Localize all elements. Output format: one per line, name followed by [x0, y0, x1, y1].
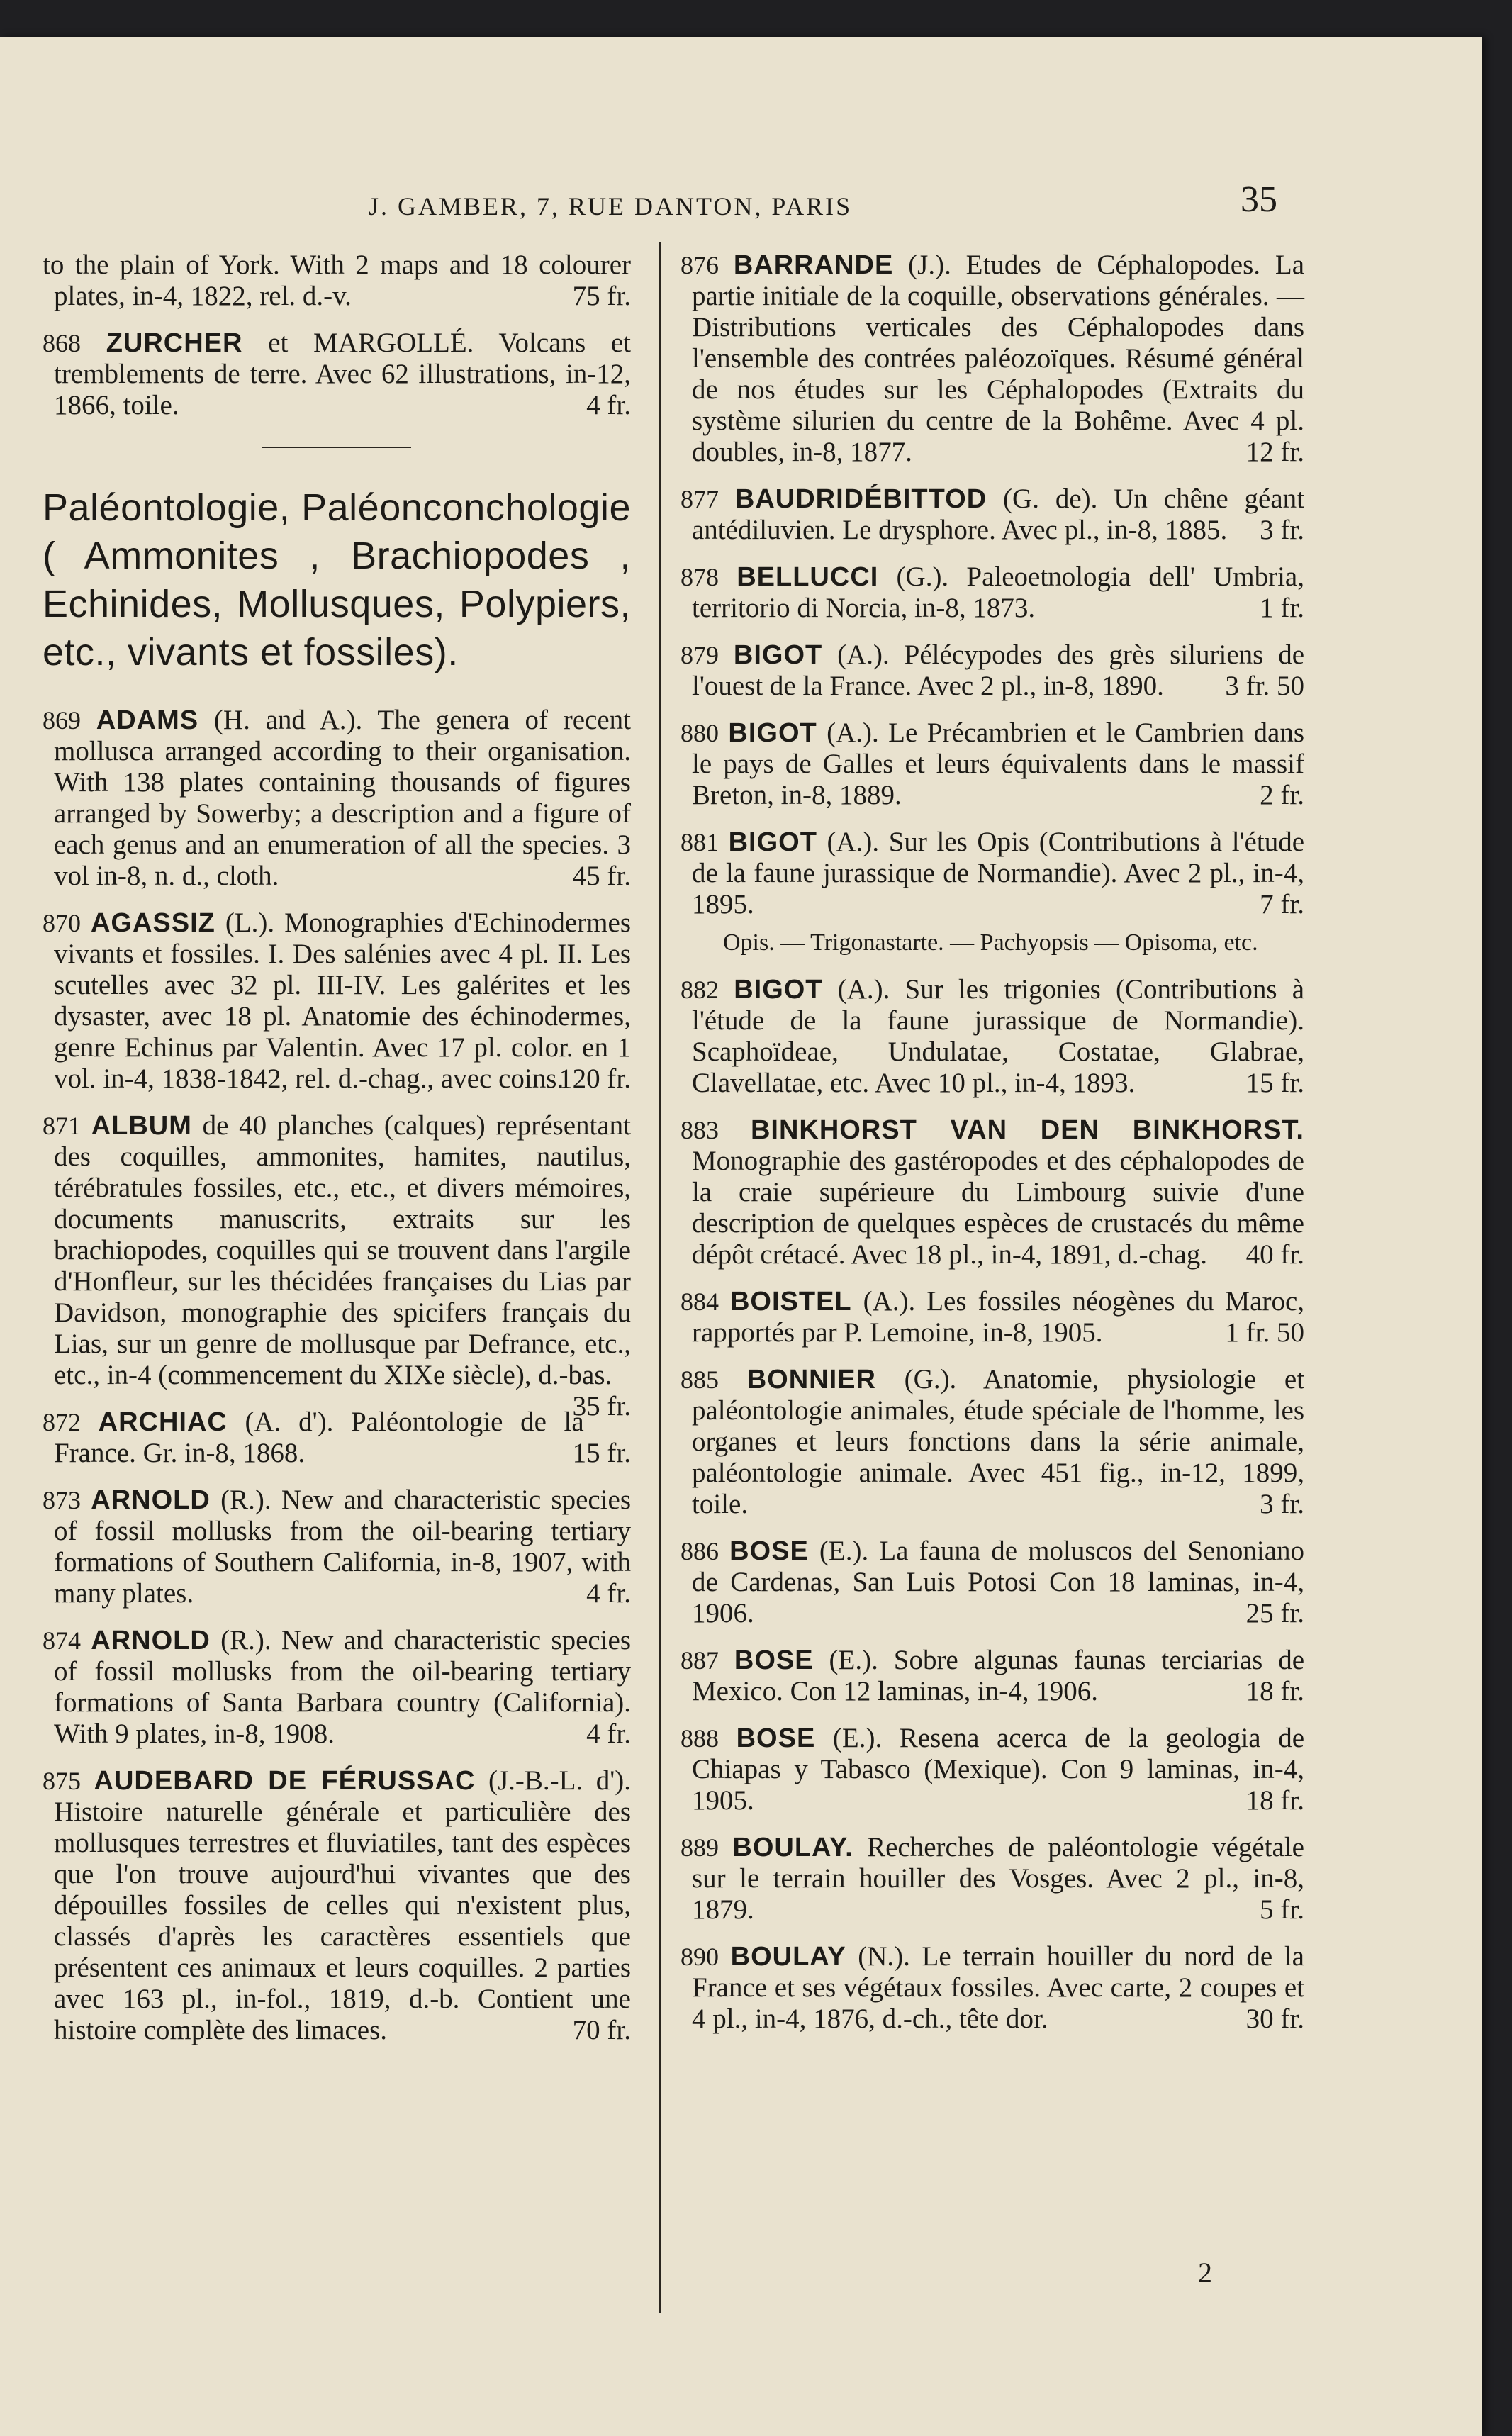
entry-number: 882	[681, 976, 719, 1004]
entry-author: BINKHORST VAN DEN BINKHORST.	[750, 1115, 1304, 1145]
column-divider	[659, 242, 661, 2313]
signature-mark: 2	[1198, 2257, 1212, 2289]
entry-number: 869	[43, 706, 81, 734]
catalogue-entry	[681, 717, 1304, 811]
entry-price: 2 fr.	[1260, 780, 1304, 810]
entry-number: 870	[43, 909, 81, 937]
entry-number: 881	[681, 828, 719, 856]
entry-author: ARNOLD	[91, 1485, 211, 1515]
entry-text: (G.). Anatomie, physiologie et paléontologie animales, étude spéciale de l'homme, les organes et leurs fonctions dans la série animale, paléontologie animale. Avec 451 fig., in-12, 1899, toile.	[692, 1364, 1304, 1519]
entry-price: 15 fr.	[572, 1438, 631, 1468]
entry-number: 879	[681, 641, 719, 669]
entry-text: (L.). Monographies d'Echinodermes vivants et fossiles. I. Des salénies avec 4 pl. II. Les scutelles avec 32 pl. III-IV. Les galérites et les dysaster, avec 18 pl. Anatomie des échinodermes, genre Echinus par Valentin. Avec 17 pl. color. en 1 vol. in-4, 1838-1842, rel. d.-chag., avec coins.	[54, 907, 631, 1094]
entry-text: (E.). Resena acerca de la geologia de Chiapas y Tabasco (Mexique). Con 9 laminas, in-4, 1905.	[692, 1723, 1305, 1816]
catalogue-entry	[681, 639, 1304, 702]
entry-author: BOULAY.	[732, 1833, 853, 1862]
left-entry-list	[43, 705, 631, 2046]
right-column	[681, 250, 1304, 2050]
entry-text: (A.). Les fossiles néogènes du Maroc, rapportés par P. Lemoine, in-8, 1905.	[692, 1286, 1305, 1348]
entry-text: (H. and A.). The genera of recent mollusca arranged according to their organisation. With 138 plates containing thousands of figures arranged by Sowerby; a description and a figure of each genus and an enumeration of all the species. 3 vol in-8, n. d., cloth.	[54, 705, 631, 891]
catalogue-entry	[681, 1723, 1304, 1816]
catalogue-entry	[681, 1536, 1304, 1629]
entry-author: ALBUM	[91, 1111, 192, 1141]
catalogue-entry	[43, 1110, 632, 1421]
entry-text: (N.). Le terrain houiller du nord de la France et ses végétaux fossiles. Avec carte, 2 coupes et 4 pl., in-4, 1876, d.-ch., tête dor.	[692, 1941, 1304, 2034]
entry-price: 3 fr. 50	[1225, 671, 1304, 701]
entry-author: ZURCHER	[106, 328, 243, 358]
entry-number: 878	[681, 563, 719, 591]
entry-number: 880	[681, 719, 719, 747]
catalogue-entry	[43, 1765, 631, 2046]
entry-text: Monographie des gastéropodes et des céphalopodes de la craie supérieure du Limbourg suivie d'une description de quelques espèces de crustacés du même dépôt crétacé. Avec 18 pl., in-4, 1891, d.-chag.	[692, 1146, 1304, 1270]
entry-number: 875	[43, 1767, 81, 1795]
entry-price: 30 fr.	[1245, 2004, 1304, 2034]
entry-price: 70 fr.	[572, 2015, 631, 2045]
entry-price: 5 fr.	[1260, 1894, 1304, 1925]
entry-price: 4 fr.	[586, 1578, 631, 1609]
entry-number: 889	[681, 1833, 719, 1862]
catalogue-entry	[681, 1114, 1304, 1270]
entry-price: 35 fr.	[572, 1391, 631, 1421]
entry-price: 4 fr.	[586, 1719, 631, 1749]
entry-price: 12 fr.	[1245, 437, 1304, 467]
catalogue-entry	[43, 1407, 631, 1469]
catalogue-entry	[681, 561, 1304, 624]
catalogue-entry	[681, 1941, 1304, 2035]
entry-author: ARCHIAC	[98, 1407, 228, 1437]
entry-price: 25 fr.	[1245, 1598, 1304, 1628]
entry-number: 873	[43, 1486, 81, 1514]
entry-note: Opis. — Trigonastarte. — Pachyopsis — Opisoma, etc.	[723, 929, 1258, 956]
running-header	[0, 150, 1482, 220]
entry-price: 75 fr.	[572, 281, 631, 311]
entry-price: 15 fr.	[1245, 1068, 1304, 1098]
entry-price: 1 fr. 50	[1225, 1317, 1304, 1348]
entry-text: (R.). New and characteristic species of fossil mollusks from the oil-bearing tertiary formations of Santa Barbara country (California). With 9 plates, in-8, 1908.	[54, 1625, 632, 1749]
entry-text: Recherches de paléontologie végétale sur le terrain houiller des Vosges. Avec 2 pl., in-8, 1879.	[692, 1832, 1304, 1925]
entry-text: (A.). Sur les trigonies (Contributions à l'étude de la faune jurassique de Normandie). Scaphoïdeae, Undulatae, Costatae, Glabrae, Clavellatae, etc. Avec 10 pl., in-4, 1893.	[692, 974, 1305, 1098]
entry-text: (E.). Sobre algunas faunas terciarias de Mexico. Con 12 laminas, in-4, 1906.	[692, 1645, 1305, 1706]
entry-author: BARRANDE	[733, 250, 894, 280]
catalogue-entry	[681, 974, 1304, 1099]
catalogue-entry	[681, 827, 1304, 920]
entry-price: 120 fr.	[559, 1063, 631, 1094]
catalogue-entry	[681, 1832, 1304, 1926]
entry-number: 888	[681, 1724, 719, 1753]
catalogue-entry	[43, 328, 631, 421]
entry-number: 885	[681, 1365, 719, 1394]
catalogue-entry	[43, 705, 631, 892]
entry-author: BONNIER	[746, 1365, 876, 1395]
right-entry-list	[681, 250, 1304, 2035]
entry-number: 872	[43, 1408, 81, 1436]
continuation-entry	[43, 250, 631, 312]
entry-number: 886	[681, 1537, 719, 1565]
entry-text: (R.). New and characteristic species of fossil mollusks from the oil-bearing tertiary formations of Southern California, in-8, 1907, with many plates.	[54, 1485, 632, 1609]
entry-text: de 40 planches (calques) représentant des coquilles, ammonites, hamites, nautilus, térébratules fossiles, etc., etc., et divers mémoires, documents manuscrits, extraits sur les brachiopodes, coquilles qui se trouvent dans l'argile d'Honfleur, sur les thécidées françaises du Lias par Davidson, monographie des spicifers français du Lias, sur un genre de mollusque par Defrance, etc., etc., in-4 (commencement du XIXe siècle), d.-bas.	[54, 1110, 632, 1390]
catalogue-entry	[681, 1286, 1304, 1348]
page-number: 35	[1241, 179, 1277, 220]
entry-author: BOISTEL	[729, 1287, 852, 1317]
entry-author: ARNOLD	[91, 1626, 211, 1655]
entry-text: (A. d'). Paléontologie de la France. Gr. in-8, 1868.	[54, 1407, 584, 1468]
entry-price: 1 fr.	[1260, 593, 1304, 623]
entry-text: (E.). La fauna de moluscos del Senoniano de Cardenas, San Luis Potosi Con 18 laminas, in-4, 1906.	[692, 1536, 1305, 1628]
entry-number: 876	[681, 251, 719, 279]
catalogue-entry	[681, 250, 1304, 468]
entry-text: (J.). Etudes de Céphalopodes. La partie initiale de la coquille, observations générales. — Distributions verticales des Céphalopodes dans l'ensemble des contrées paléozoïques. Résumé général de nos études sur les Céphalopodes (Extraits du système silurien du centre de la Bohême. Avec 4 pl. doubles, in-8, 1877.	[692, 250, 1305, 467]
entry-price: 18 fr.	[1245, 1676, 1304, 1706]
entry-price: 7 fr.	[1260, 889, 1304, 920]
section-title: Paléontologie, Paléonconchologie ( Ammonites , Brachiopodes , Echinides, Mollusques, Polypiers, etc., vivants et fossiles).	[43, 486, 631, 674]
entry-number: 890	[681, 1943, 719, 1971]
entry-price: 45 fr.	[572, 861, 631, 891]
entry-text: to the plain of York. With 2 maps and 18 colourer plates, in-4, 1822, rel. d.-v.	[43, 250, 631, 311]
entry-author: BOSE	[729, 1536, 809, 1566]
left-column	[43, 250, 631, 2062]
entry-author: BIGOT	[728, 827, 817, 857]
entry-number: 874	[43, 1626, 81, 1655]
catalogue-entry	[681, 1645, 1304, 1707]
entry-number: 877	[681, 485, 719, 513]
entry-author: AUDEBARD DE FÉRUSSAC	[94, 1766, 476, 1796]
entry-text: (G. de). Un chêne géant antédiluvien. Le drysphore. Avec pl., in-8, 1885.	[692, 484, 1305, 545]
entry-price: 18 fr.	[1245, 1785, 1304, 1816]
entry-text: (A.). Le Précambrien et le Cambrien dans le pays de Galles et leurs équivalents dans le massif Breton, in-8, 1889.	[692, 717, 1304, 810]
entry-text: (A.). Pélécypodes des grès siluriens de l'ouest de la France. Avec 2 pl., in-8, 1890.	[692, 639, 1305, 701]
catalogue-page	[0, 37, 1482, 2436]
entry-author: BAUDRIDÉBITTOD	[734, 484, 987, 514]
entry-author: BELLUCCI	[737, 562, 879, 592]
catalogue-entry	[43, 907, 631, 1095]
entry-number: 887	[681, 1646, 719, 1675]
section-separator	[262, 447, 411, 448]
entry-text: (G.). Paleoetnologia dell' Umbria, territorio di Norcia, in-8, 1873.	[692, 561, 1304, 623]
entry-author: BIGOT	[734, 975, 823, 1005]
entry-author: BOSE	[736, 1723, 816, 1753]
catalogue-entry	[43, 1625, 631, 1750]
entry-author: AGASSIZ	[90, 908, 215, 938]
entry-price: 3 fr.	[1260, 1489, 1304, 1519]
entry-number: 871	[43, 1112, 81, 1140]
catalogue-entry	[681, 1364, 1304, 1520]
entry-author: BIGOT	[733, 640, 823, 670]
entry-text: (A.). Sur les Opis (Contributions à l'étude de la faune jurassique de Normandie). Avec 2 pl., in-4, 1895.	[692, 827, 1305, 920]
catalogue-entry	[43, 1485, 631, 1609]
catalogue-entry	[681, 484, 1304, 546]
entry-text: et MARGOLLÉ. Volcans et tremblements de terre. Avec 62 illustrations, in-12, 1866, toile.	[54, 328, 632, 420]
entry-number: 868	[43, 329, 81, 357]
entry-price: 3 fr.	[1260, 515, 1304, 545]
entry-author: ADAMS	[96, 705, 199, 735]
entry-author: BOSE	[734, 1646, 814, 1675]
header-text: J. GAMBER, 7, RUE DANTON, PARIS	[369, 192, 853, 220]
entry-text: (J.-B.-L. d'). Histoire naturelle générale et particulière des mollusques terrestres et fluviatiles, tant des espèces que l'on trouve aujourd'hui vivantes que des dépouilles fossiles de celles qui n'existent plus, classés d'après les caractères essentiels que présentent ces animaux et leurs coquilles. 2 parties avec 163 pl., in-fol., 1819, d.-b. Contient une histoire complète des limaces.	[54, 1765, 631, 2045]
entry-author: BOULAY	[730, 1942, 846, 1972]
entry-price: 4 fr.	[586, 390, 631, 420]
entry-author: BIGOT	[728, 718, 817, 748]
entry-number: 883	[681, 1116, 719, 1144]
entry-number: 884	[681, 1287, 719, 1316]
entry-price: 40 fr.	[1245, 1239, 1304, 1270]
